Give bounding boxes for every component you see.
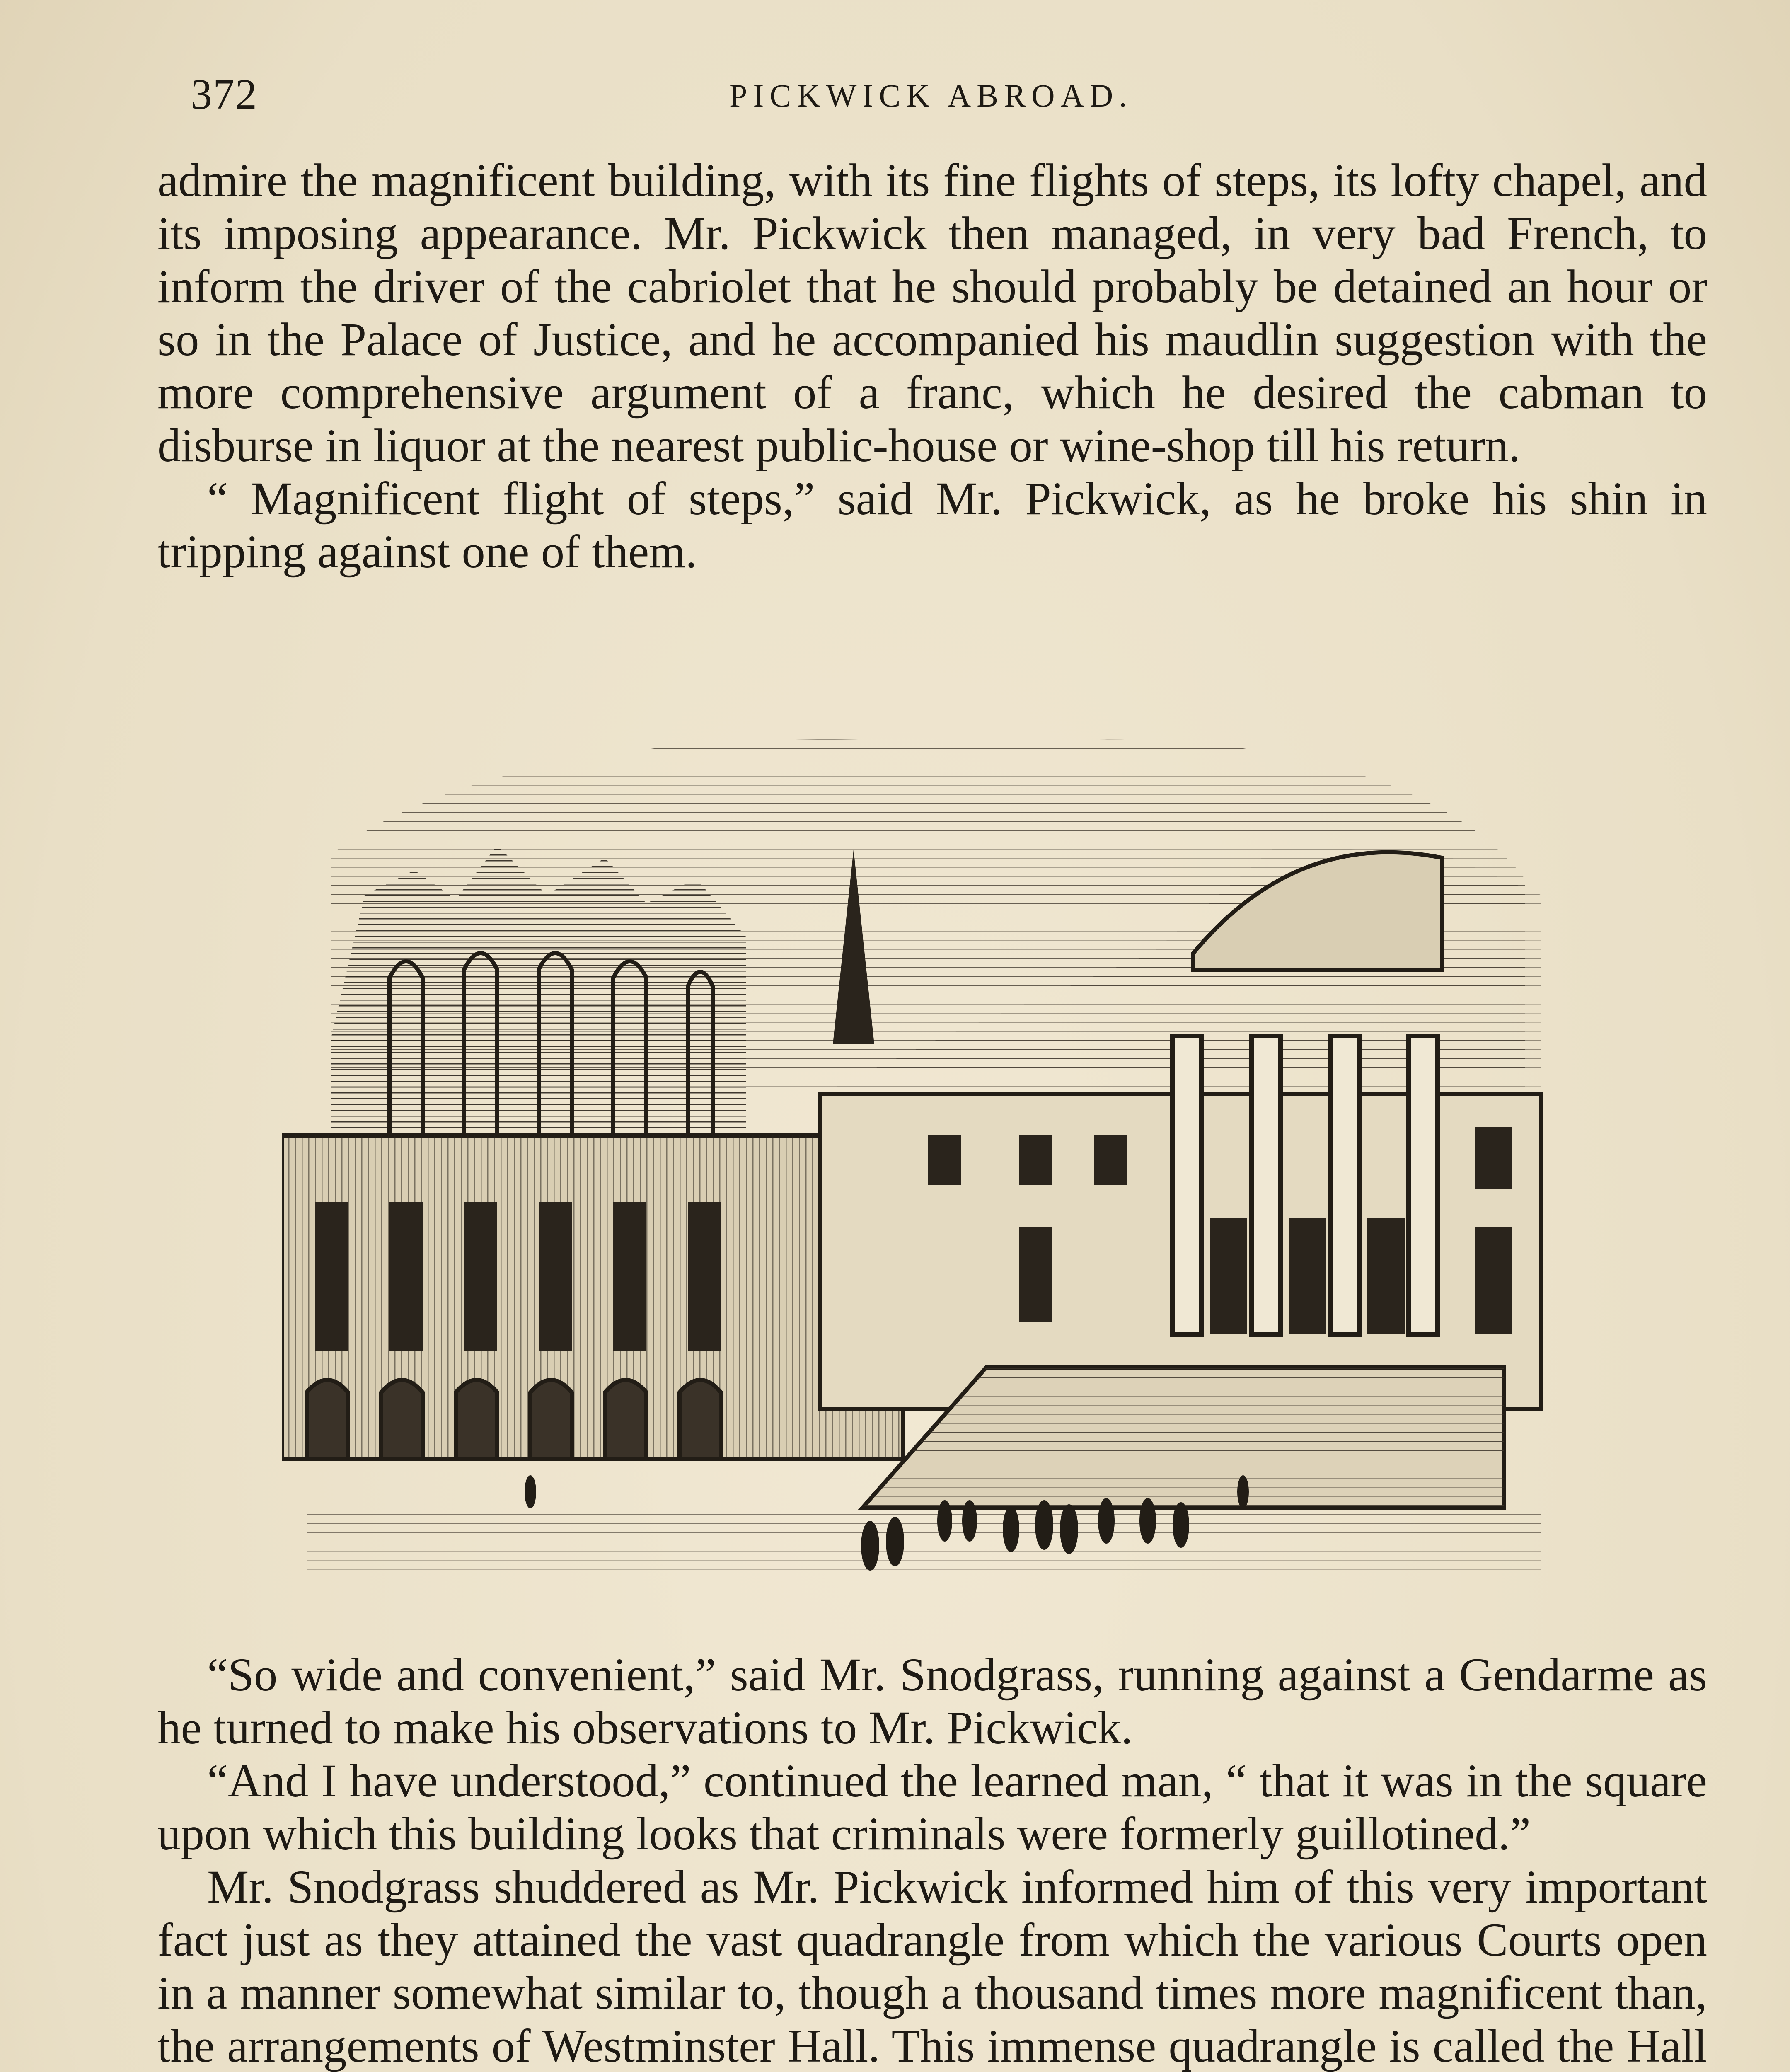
paragraph: “And I have understood,” continued the learned man, “ that it was in the square upon which this building looks that criminals were formerly guillotined.” — [157, 1755, 1707, 1860]
paragraph: “ Magnificent flight of steps,” said Mr. Pickwick, as he broke his shin in tripping against one of them. — [157, 473, 1707, 578]
page-header — [191, 70, 1707, 119]
page-number: 372 — [191, 70, 258, 118]
paragraph: admire the magnificent building, with its fine flights of steps, its lofty chapel, and its imposing appearance. Mr. Pickwick then managed, in very bad French, to inform the driver of the cabriolet that he should probably be detained an hour or so in the Palace of Justice, and he accompanied his maudlin suggestion with the more comprehensive argument of a franc, which he desired the cabman to disburse in liquor at the nearest public-house or wine-shop till his return. — [157, 155, 1707, 472]
running-head: PICKWICK ABROAD. — [729, 77, 1133, 114]
text-block-bottom — [157, 1648, 1707, 2072]
palace-of-justice-engraving — [282, 721, 1583, 1624]
paragraph: “So wide and convenient,” said Mr. Snodgrass, running against a Gendarme as he turned to make his observations to Mr. Pickwick. — [157, 1649, 1707, 1754]
paragraph: Mr. Snodgrass shuddered as Mr. Pickwick informed him of this very important fact just as they attained the vast quadrangle from which the various Courts open in a manner somewhat similar to, though a thousand times more magnificent than, the arrangements of Westminster Hall. This immense quadrangle is called the Hall — [157, 1861, 1707, 2072]
engraving-image — [282, 721, 1583, 1624]
text-block-top — [157, 154, 1707, 579]
